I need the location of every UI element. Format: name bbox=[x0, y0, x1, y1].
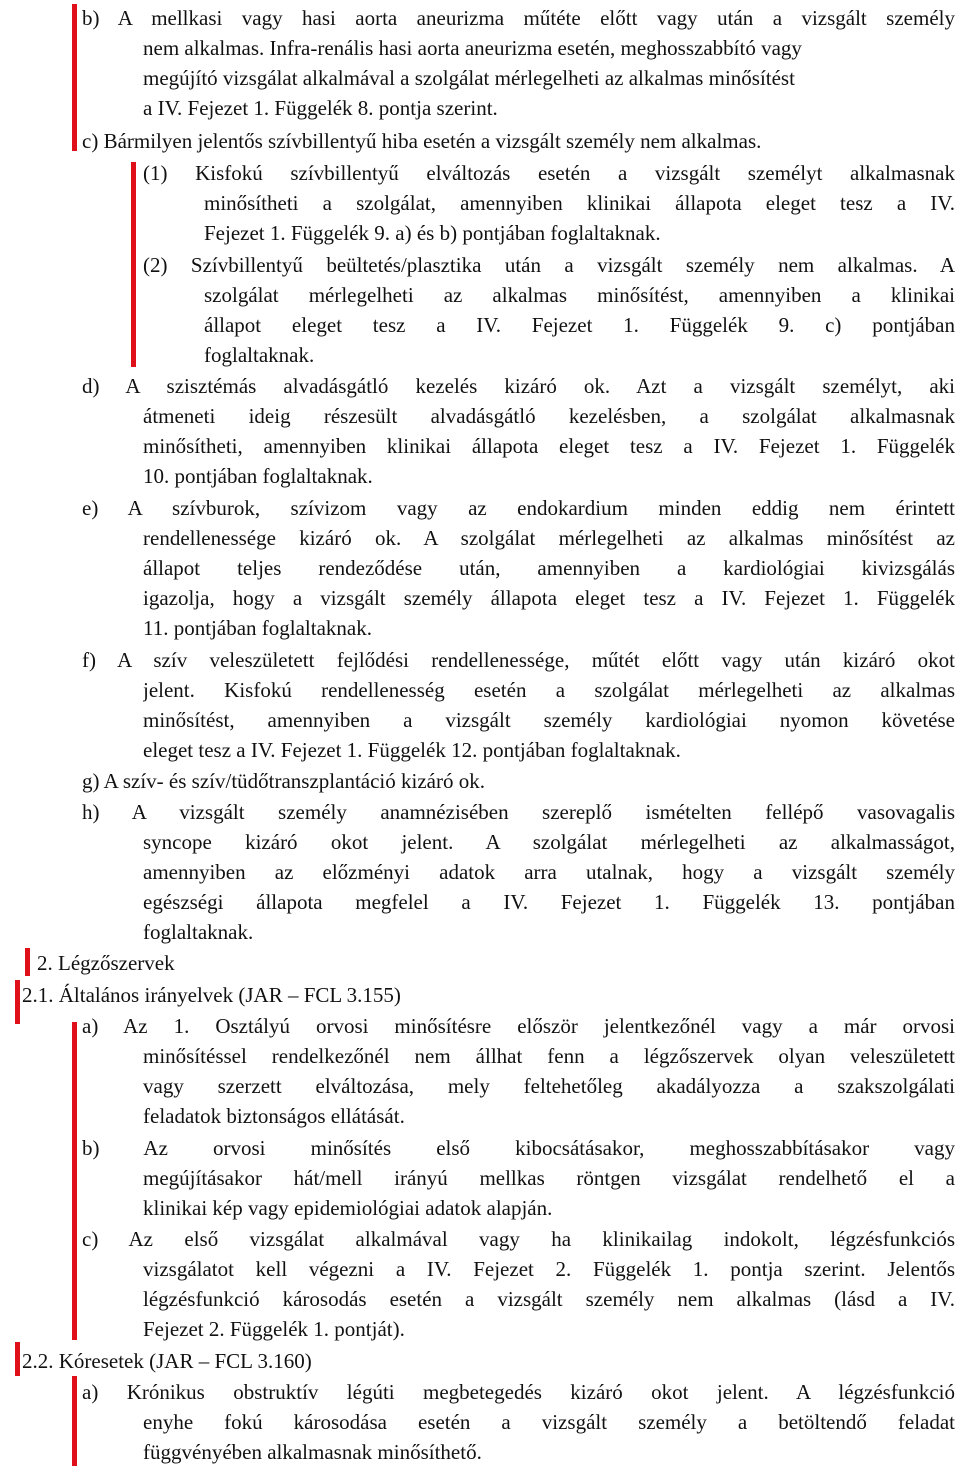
text-line: igazolja, hogy a vizsgált személy állapota eleget tesz a IV. Fejezet 1. Függelék bbox=[143, 586, 955, 610]
text-line: szolgálat mérlegelheti az alkalmas minősítést, amennyiben a klinikai bbox=[204, 283, 955, 307]
text-line: h) A vizsgált személy anamnézisében szereplő ismételten fellépő vasovagalis bbox=[82, 800, 955, 824]
change-bar bbox=[15, 1342, 20, 1376]
text-line: Fejezet 1. Függelék 9. a) és b) pontjában foglaltaknak. bbox=[204, 221, 661, 245]
text-line: c) Az első vizsgálat alkalmával vagy ha klinikailag indokolt, légzésfunkciós bbox=[82, 1227, 955, 1251]
text-line: állapot teljes rendeződése után, amennyiben a kardiológiai kivizsgálás bbox=[143, 556, 955, 580]
text-line: minősítheti a szolgálat, amennyiben klinikai állapota eleget tesz a IV. bbox=[204, 191, 955, 215]
text-line: e) A szívburok, szívizom vagy az endokardium minden eddig nem érintett bbox=[82, 496, 955, 520]
text-line: foglaltaknak. bbox=[204, 343, 315, 367]
text-line: eleget tesz a IV. Fejezet 1. Függelék 12. pontjában foglaltaknak. bbox=[143, 738, 681, 762]
text-line: egészségi állapota megfelel a IV. Fejezet 1. Függelék 13. pontjában bbox=[143, 890, 955, 914]
text-line: minősítést, amennyiben a vizsgált személy kardiológiai nyomon követése bbox=[143, 708, 955, 732]
text-line: légzésfunkció károsodás esetén a vizsgált személy nem alkalmas (lásd a IV. bbox=[143, 1287, 955, 1311]
text-line: 11. pontjában foglaltaknak. bbox=[143, 616, 372, 640]
text-line: minősítéssel rendelkezőnél nem állhat fenn a légzőszervek olyan veleszületett bbox=[143, 1044, 955, 1068]
text-line: megújításakor hát/mell irányú mellkas röntgen vizsgálat rendelhető el a bbox=[143, 1166, 955, 1190]
text-line: jelent. Kisfokú rendellenesség esetén a szolgálat mérlegelheti az alkalmas bbox=[143, 678, 955, 702]
text-line: b) Az orvosi minősítés első kibocsátásakor, meghosszabbításakor vagy bbox=[82, 1136, 955, 1160]
text-line: 2. Légzőszervek bbox=[37, 951, 175, 975]
change-bar bbox=[15, 980, 20, 1024]
text-line: (1) Kisfokú szívbillentyű elváltozás esetén a vizsgált személyt alkalmasnak bbox=[143, 161, 955, 185]
text-line: klinikai kép vagy epidemiológiai adatok alapján. bbox=[143, 1196, 553, 1220]
change-bar bbox=[72, 4, 77, 151]
change-bar bbox=[72, 1022, 77, 1340]
text-line: állapot eleget tesz a IV. Fejezet 1. Függelék 9. c) pontjában bbox=[204, 313, 955, 337]
text-line: feladatok biztonságos ellátását. bbox=[143, 1104, 405, 1128]
text-line: vagy szerzett elváltozása, mely feltehetőleg akadályozza a szakszolgálati bbox=[143, 1074, 955, 1098]
text-line: amennyiben az előzményi adatok arra utalnak, hogy a vizsgált személy bbox=[143, 860, 955, 884]
text-line: d) A szisztémás alvadásgátló kezelés kizáró ok. Azt a vizsgált személyt, aki bbox=[82, 374, 955, 398]
text-line: a) Krónikus obstruktív légúti megbetegedés kizáró okot jelent. A légzésfunkció bbox=[82, 1380, 955, 1404]
text-line: minősítheti, amennyiben klinikai állapota eleget tesz a IV. Fejezet 1. Függelék bbox=[143, 434, 955, 458]
text-line: c) Bármilyen jelentős szívbillentyű hiba esetén a vizsgált személy nem alkalmas. bbox=[82, 129, 762, 153]
text-line: a IV. Fejezet 1. Függelék 8. pontja szerint. bbox=[143, 96, 498, 120]
text-line: 2.2. Kóresetek (JAR – FCL 3.160) bbox=[22, 1349, 312, 1373]
text-line: (2) Szívbillentyű beültetés/plasztika után a vizsgált személy nem alkalmas. A bbox=[143, 253, 955, 277]
text-line: vizsgálatot kell végezni a IV. Fejezet 2. Függelék 1. pontja szerint. Jelentős bbox=[143, 1257, 955, 1281]
text-line: syncope kizáró okot jelent. A szolgálat mérlegelheti az alkalmasságot, bbox=[143, 830, 955, 854]
change-bar bbox=[72, 1376, 77, 1466]
text-line: Fejezet 2. Függelék 1. pontját). bbox=[143, 1317, 405, 1341]
text-line: átmeneti ideig részesült alvadásgátló kezelésben, a szolgálat alkalmasnak bbox=[143, 404, 955, 428]
text-line: nem alkalmas. Infra-renális hasi aorta aneurizma esetén, meghosszabbító vagy bbox=[143, 36, 802, 60]
text-line: enyhe fokú károsodása esetén a vizsgált személy a betöltendő feladat bbox=[143, 1410, 955, 1434]
text-line: 10. pontjában foglaltaknak. bbox=[143, 464, 373, 488]
change-bar bbox=[25, 948, 30, 976]
text-line: g) A szív- és szív/tüdőtranszplantáció kizáró ok. bbox=[82, 769, 485, 793]
text-line: 2.1. Általános irányelvek (JAR – FCL 3.155) bbox=[22, 983, 401, 1007]
text-line: függvényében alkalmasnak minősíthető. bbox=[143, 1440, 482, 1464]
text-line: a) Az 1. Osztályú orvosi minősítésre először jelentkezőnél vagy a már orvosi bbox=[82, 1014, 955, 1038]
change-bar bbox=[131, 162, 136, 367]
text-line: b) A mellkasi vagy hasi aorta aneurizma műtéte előtt vagy után a vizsgált személy bbox=[82, 6, 955, 30]
text-line: rendellenessége kizáró ok. A szolgálat mérlegelheti az alkalmas minősítést az bbox=[143, 526, 955, 550]
text-line: foglaltaknak. bbox=[143, 920, 254, 944]
text-line: f) A szív veleszületett fejlődési rendellenessége, műtét előtt vagy után kizáró okot bbox=[82, 648, 955, 672]
text-line: megújító vizsgálat alkalmával a szolgálat mérlegelheti az alkalmas minősítést bbox=[143, 66, 795, 90]
